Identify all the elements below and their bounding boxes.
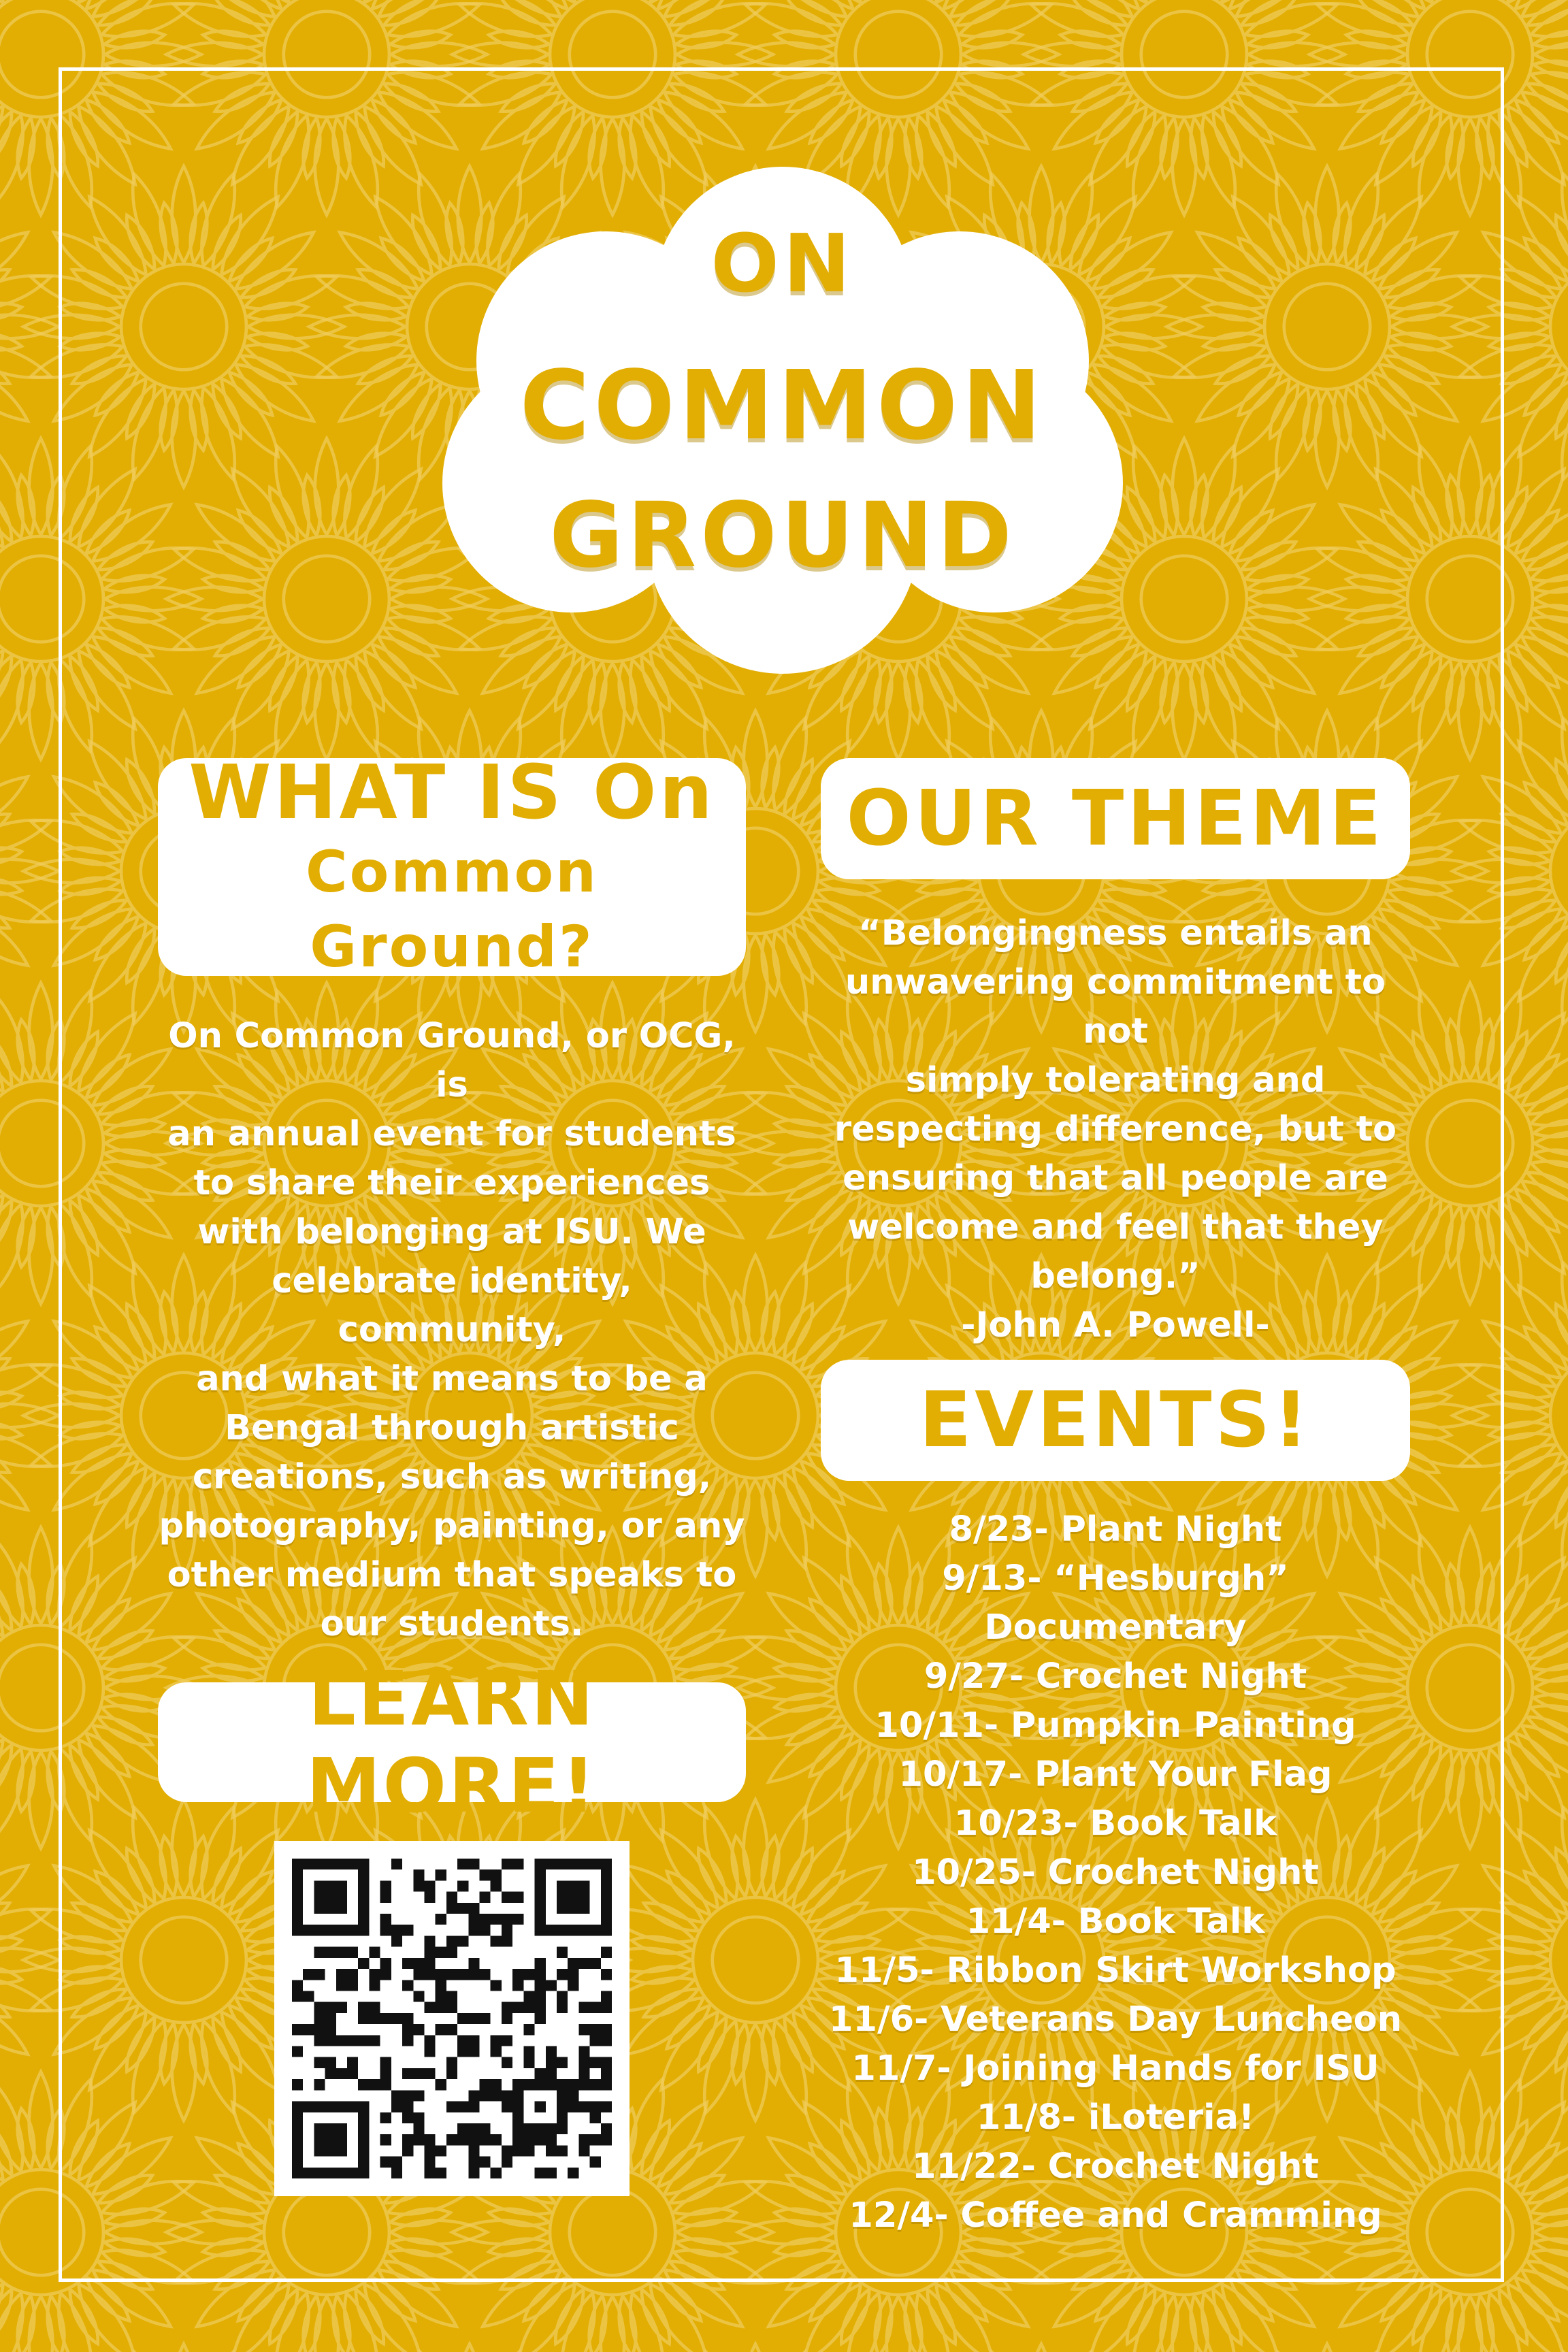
events-heading-panel: EVENTS! — [821, 1360, 1410, 1481]
what-is-heading-line2: Common Ground? — [306, 838, 598, 980]
what-is-line: Bengal through artistic — [225, 1408, 679, 1448]
our-theme-heading-panel: OUR THEME — [821, 758, 1410, 879]
theme-quote-line: ensuring that all people are — [843, 1158, 1388, 1198]
theme-quote-attribution: -John A. Powell- — [961, 1305, 1270, 1345]
event-item: 10/25- Crochet Night — [912, 1852, 1319, 1893]
what-is-line: On Common Ground, or OCG, is — [168, 1016, 736, 1105]
title-line-common: COMMON — [519, 350, 1046, 461]
qr-code-icon[interactable] — [274, 1841, 630, 2196]
what-is-line: and what it means to be a — [196, 1359, 708, 1399]
event-item: 11/4- Book Talk — [966, 1901, 1265, 1942]
event-item: 12/4- Coffee and Cramming — [849, 2195, 1382, 2236]
what-is-line: photography, painting, or any — [159, 1506, 745, 1546]
theme-quote-line: simply tolerating and — [905, 1060, 1326, 1100]
title-line-ground: GROUND — [549, 483, 1016, 588]
event-item: 10/23- Book Talk — [953, 1803, 1277, 1844]
event-item: 9/13- “Hesburgh” Documentary — [942, 1558, 1289, 1648]
what-is-line: with belonging at ISU. We — [197, 1212, 706, 1252]
event-item: 11/5- Ribbon Skirt Workshop — [834, 1950, 1396, 1991]
event-item: 10/11- Pumpkin Painting — [875, 1705, 1356, 1746]
theme-quote-line: unwavering commitment to not — [845, 962, 1386, 1051]
event-item: 11/8- iLoteria! — [976, 2097, 1255, 2138]
what-is-line: celebrate identity, community, — [272, 1261, 632, 1350]
theme-quote — [814, 909, 1417, 1350]
event-item: 10/17- Plant Your Flag — [898, 1754, 1333, 1795]
what-is-description — [158, 1012, 746, 1649]
learn-more-heading-panel: LEARN MORE! — [158, 1682, 746, 1802]
title-line-on: ON — [710, 216, 855, 310]
event-item: 9/27- Crochet Night — [924, 1656, 1307, 1697]
what-is-line: our students. — [320, 1604, 584, 1644]
what-is-heading-panel — [158, 749, 746, 980]
event-item: 11/7- Joining Hands for ISU — [851, 2048, 1379, 2089]
theme-quote-line: respecting difference, but to — [834, 1109, 1397, 1149]
qr-code-graphic — [292, 1859, 612, 2178]
event-item: 11/6- Veterans Day Luncheon — [829, 1999, 1402, 2040]
event-item: 8/23- Plant Night — [949, 1509, 1282, 1550]
events-list — [814, 1505, 1417, 2240]
theme-quote-line: belong.” — [1030, 1256, 1200, 1296]
what-is-line: to share their experiences — [193, 1163, 710, 1203]
what-is-heading-line1: WHAT IS On — [189, 749, 715, 836]
event-item: 11/22- Crochet Night — [912, 2146, 1319, 2187]
theme-quote-line: “Belongingness entails an — [858, 913, 1373, 953]
what-is-line: creations, such as writing, — [192, 1457, 712, 1497]
theme-quote-line: welcome and feel that they — [847, 1207, 1384, 1247]
what-is-line: an annual event for students — [167, 1114, 736, 1154]
what-is-line: other medium that speaks to — [167, 1555, 737, 1595]
